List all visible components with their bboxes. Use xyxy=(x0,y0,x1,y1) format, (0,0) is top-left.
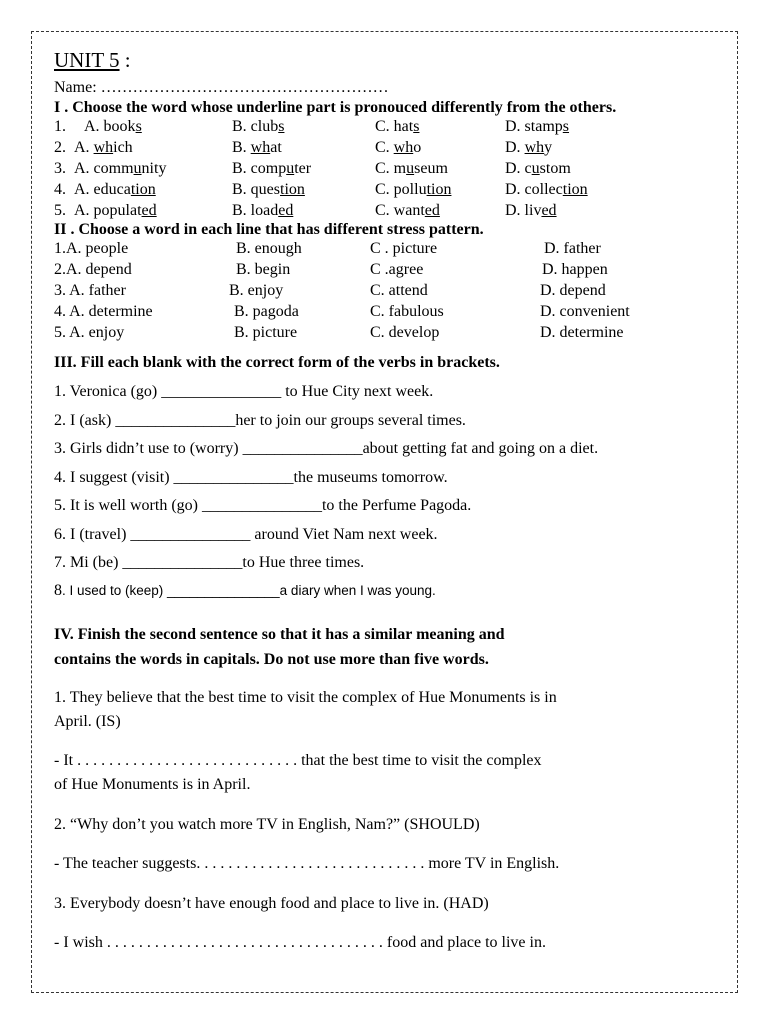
option-d xyxy=(505,118,569,136)
underlined-part: tion xyxy=(426,181,452,198)
underlined-part: ed xyxy=(278,202,294,219)
row-number: 3. xyxy=(54,160,66,177)
option-b xyxy=(232,139,282,157)
section-2-heading: II . Choose a word in each line that has different stress pattern. xyxy=(54,221,484,238)
option-b xyxy=(232,181,305,199)
option-c: C. develop xyxy=(370,324,440,341)
option-text: ter xyxy=(294,160,312,177)
answer-1-line-2: of Hue Monuments is in April. xyxy=(54,776,251,793)
option-b xyxy=(232,202,293,220)
option-text: ich xyxy=(113,139,133,156)
option-c xyxy=(375,202,440,220)
option-text: B. comp xyxy=(232,160,287,177)
section-1-row xyxy=(54,181,714,201)
section-2-row xyxy=(54,282,714,302)
option-b: B. picture xyxy=(234,324,298,341)
option-text: C. want xyxy=(375,202,425,219)
underlined-part: tion xyxy=(130,181,156,198)
option-text: at xyxy=(270,139,282,156)
option-text: A. comm xyxy=(74,160,134,177)
underlined-part: wh xyxy=(250,139,271,156)
option-text: C. m xyxy=(375,160,407,177)
fill-blank-item: 4. I suggest (visit) _______________the museums tomorrow. xyxy=(54,468,448,486)
section-1-row xyxy=(54,139,714,159)
underlined-part: ed xyxy=(424,202,440,219)
row-number: 5. xyxy=(54,202,66,219)
section-2-row xyxy=(54,261,714,281)
option-text: A. book xyxy=(84,118,136,135)
option-b xyxy=(232,160,311,178)
option-c xyxy=(375,181,451,199)
option-text: B. load xyxy=(232,202,279,219)
option-d: D. depend xyxy=(540,282,606,299)
fill-blank-item: 5. It is well worth (go) _______________to the Perfume Pagoda. xyxy=(54,497,472,514)
option-b: B. begin xyxy=(236,261,291,278)
option-a xyxy=(74,202,157,220)
option-text: D. xyxy=(505,139,525,156)
underlined-part: s xyxy=(278,118,285,135)
answer-3: - I wish . . . . . . . . . . . . . . . . . . . . . . . . . . . . . . . . . . . food and place to live in. xyxy=(54,934,546,951)
unit-title: UNIT 5 : xyxy=(54,48,131,72)
option-text: A. educa xyxy=(74,181,131,198)
question-1-line-1: 1. They believe that the best time to visit the complex of Hue Monuments is in xyxy=(54,689,557,706)
option-c: C .agree xyxy=(370,261,424,278)
fill-blank-item: 1. Veronica (go) _______________ to Hue City next week. xyxy=(54,383,434,400)
option-a xyxy=(74,160,166,178)
option-d: D. happen xyxy=(542,261,608,278)
option-text: D. c xyxy=(505,160,532,177)
option-c xyxy=(375,160,448,178)
option-a: 3. A. father xyxy=(54,282,126,299)
fill-blank-item: 7. Mi (be) _______________to Hue three times. xyxy=(54,554,365,571)
option-text: B. club xyxy=(232,118,279,135)
row-number: 4. xyxy=(54,181,66,198)
section-2-row xyxy=(54,303,714,323)
section-2-row xyxy=(54,324,714,344)
section-1-row xyxy=(54,160,714,180)
option-text: nity xyxy=(141,160,167,177)
question-2: 2. “Why don’t you watch more TV in English, Nam?” (SHOULD) xyxy=(54,816,480,833)
option-text: C. xyxy=(375,139,394,156)
option-text: D. liv xyxy=(505,202,542,219)
name-line: Name: ……………………………………………… xyxy=(54,79,389,96)
option-a xyxy=(74,181,156,199)
option-d xyxy=(505,139,552,157)
option-a: 1.A. people xyxy=(54,240,129,257)
option-d: D. determine xyxy=(540,324,624,341)
underlined-part: wh xyxy=(524,139,545,156)
row-number: 1. xyxy=(54,118,66,135)
option-b xyxy=(232,118,284,136)
underlined-part: tion xyxy=(562,181,588,198)
option-text: C. hat xyxy=(375,118,414,135)
section-3-item-8: 8. I used to (keep) _______________a diary when I was young. xyxy=(54,582,436,599)
option-c xyxy=(375,139,421,157)
section-4-heading-line-2: contains the words in capitals. Do not use more than five words. xyxy=(54,651,489,668)
underlined-part: ed xyxy=(541,202,557,219)
underlined-part: wh xyxy=(393,139,414,156)
answer-2: - The teacher suggests. . . . . . . . . . . . . . . . . . . . . . . . . . . . . more TV in English. xyxy=(54,855,560,872)
question-1-line-2: April. (IS) xyxy=(54,713,121,730)
option-text: y xyxy=(544,139,553,156)
option-text: o xyxy=(413,139,422,156)
fill-blank-item: 3. Girls didn’t use to (worry) _______________about getting fat and going on a diet. xyxy=(54,440,599,457)
underlined-part: u xyxy=(133,160,142,177)
underlined-part: tion xyxy=(280,181,305,198)
option-a: 2.A. depend xyxy=(54,261,132,278)
option-b: B. enjoy xyxy=(229,282,284,299)
fill-blank-item: 6. I (travel) _______________ around Viet Nam next week. xyxy=(54,525,438,543)
option-b: B. enough xyxy=(236,240,302,257)
fill-blank-item: 2. I (ask) _______________her to join our groups several times. xyxy=(54,411,466,429)
option-text: C. pollu xyxy=(375,181,427,198)
underlined-part: wh xyxy=(93,139,114,156)
answer-1-line-1: - It . . . . . . . . . . . . . . . . . . . . . . . . . . . . that the best time to visit the complex xyxy=(54,752,542,769)
option-text: seum xyxy=(414,160,448,177)
option-text: D. stamp xyxy=(505,118,563,135)
section-2-row xyxy=(54,240,714,260)
question-3: 3. Everybody doesn’t have enough food and place to live in. (HAD) xyxy=(54,895,489,912)
option-text: B. ques xyxy=(232,181,280,198)
underlined-part: ed xyxy=(141,202,157,219)
option-a xyxy=(84,118,142,136)
underlined-part: s xyxy=(413,118,420,135)
option-d xyxy=(505,181,588,199)
underlined-part: u xyxy=(531,160,540,177)
option-c: C . picture xyxy=(370,240,438,257)
section-1-heading: I . Choose the word whose underline part is pronouced differently from the others. xyxy=(54,99,617,116)
option-a: 4. A. determine xyxy=(54,303,153,320)
option-d: D. father xyxy=(544,240,601,257)
option-text: A. xyxy=(74,139,94,156)
section-4-heading-line-1: IV. Finish the second sentence so that it has a similar meaning and xyxy=(54,626,505,643)
underlined-part: u xyxy=(286,160,295,177)
option-text: stom xyxy=(539,160,571,177)
underlined-part: s xyxy=(135,118,142,135)
section-1-row xyxy=(54,202,714,222)
option-d: D. convenient xyxy=(540,303,630,320)
option-a xyxy=(74,139,133,157)
underlined-part: s xyxy=(562,118,570,135)
row-number: 2. xyxy=(54,139,66,156)
option-c: C. fabulous xyxy=(370,303,444,320)
option-d xyxy=(505,160,571,178)
option-text: A. populat xyxy=(74,202,142,219)
option-c xyxy=(375,118,419,136)
section-3-heading: III. Fill each blank with the correct form of the verbs in brackets. xyxy=(54,354,500,371)
option-b: B. pagoda xyxy=(234,303,299,320)
option-a: 5. A. enjoy xyxy=(54,324,125,341)
option-d xyxy=(505,202,557,220)
option-c: C. attend xyxy=(370,282,428,299)
option-text: B. xyxy=(232,139,251,156)
option-text: D. collec xyxy=(505,181,563,198)
section-1-row xyxy=(54,118,714,138)
underlined-part: u xyxy=(406,160,415,177)
